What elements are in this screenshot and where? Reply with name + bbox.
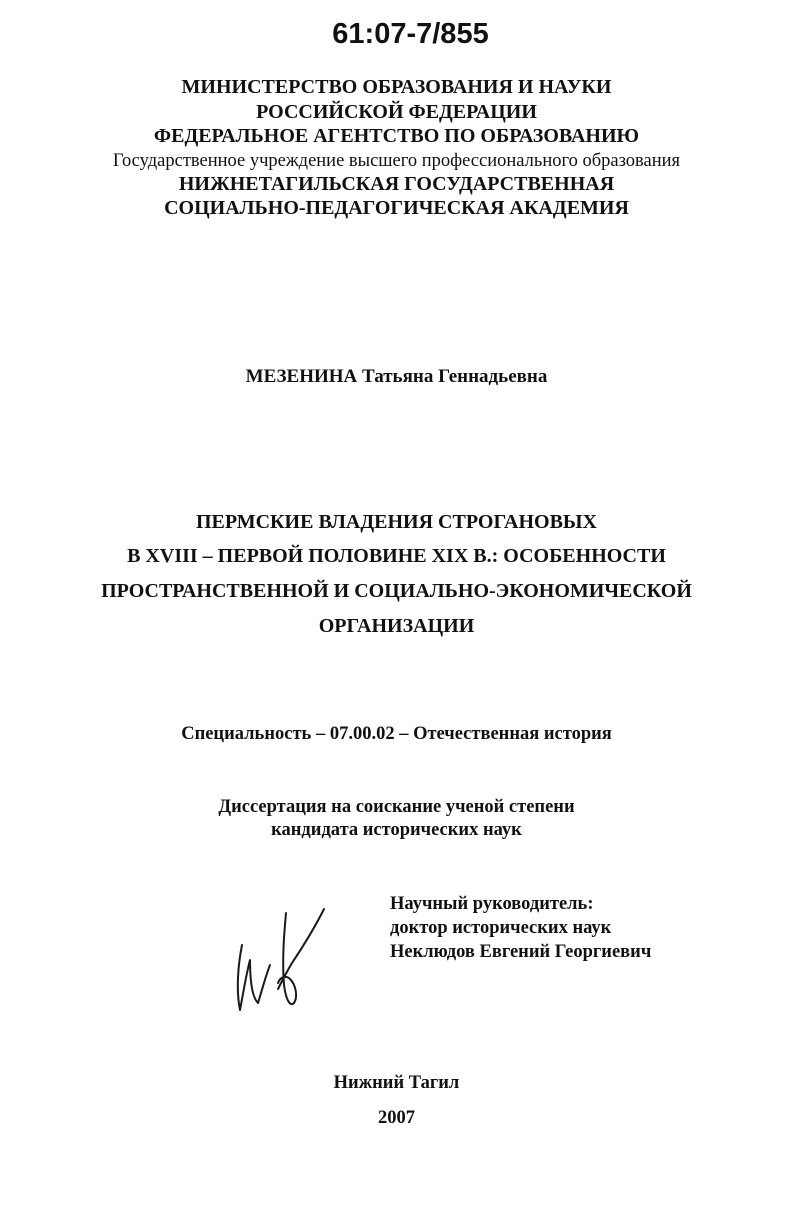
handwritten-signature <box>228 905 338 1020</box>
advisor-label: Научный руководитель: <box>390 894 594 914</box>
author-name: МЕЗЕНИНА Татьяна Геннадьевна <box>245 366 548 387</box>
thesis-title-line-3: ПРОСТРАНСТВЕННОЙ И СОЦИАЛЬНО-ЭКОНОМИЧЕСКОЙ <box>101 580 692 602</box>
city: Нижний Тагил <box>333 1073 460 1093</box>
catalog-number: 61:07-7/855 <box>332 18 489 50</box>
thesis-title-line-1: ПЕРМСКИЕ ВЛАДЕНИЯ СТРОГАНОВЫХ <box>196 511 597 533</box>
ministry-line-2: РОССИЙСКОЙ ФЕДЕРАЦИИ <box>256 101 537 123</box>
academy-line-1: НИЖНЕТАГИЛЬСКАЯ ГОСУДАРСТВЕННАЯ <box>178 173 615 195</box>
dissertation-degree-line-2: кандидата исторических наук <box>271 820 522 840</box>
institution-type-line: Государственное учреждение высшего профессионального образования <box>112 151 681 171</box>
ministry-line-1: МИНИСТЕРСТВО ОБРАЗОВАНИЯ И НАУКИ <box>181 76 612 98</box>
specialty-line: Специальность – 07.00.02 – Отечественная история <box>181 724 612 744</box>
dissertation-degree-line-1: Диссертация на соискание ученой степени <box>218 797 575 817</box>
advisor-degree: доктор исторических наук <box>390 918 612 938</box>
thesis-title-line-2: В XVIII – ПЕРВОЙ ПОЛОВИНЕ XIX В.: ОСОБЕННОСТИ <box>127 545 666 567</box>
advisor-name: Неклюдов Евгений Георгиевич <box>390 942 652 962</box>
academy-line-2: СОЦИАЛЬНО-ПЕДАГОГИЧЕСКАЯ АКАДЕМИЯ <box>164 197 629 219</box>
agency-line: ФЕДЕРАЛЬНОЕ АГЕНТСТВО ПО ОБРАЗОВАНИЮ <box>153 125 640 147</box>
year: 2007 <box>378 1108 415 1128</box>
thesis-title-line-4: ОРГАНИЗАЦИИ <box>318 615 475 637</box>
